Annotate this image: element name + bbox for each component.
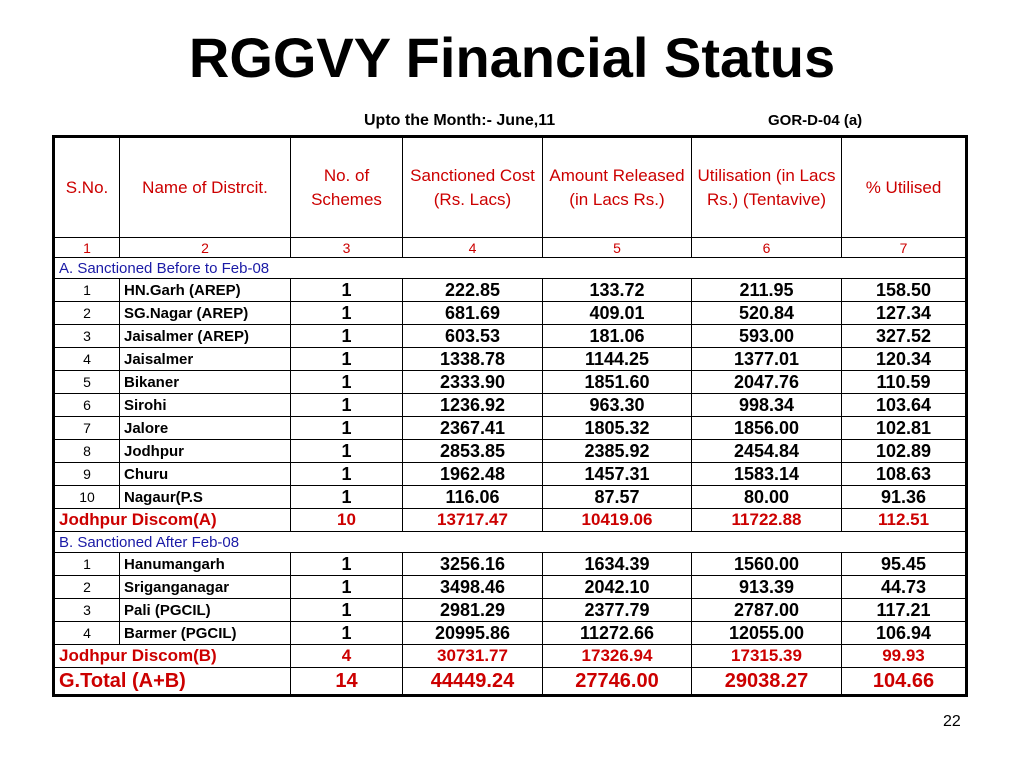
cell-released: 133.72 (543, 279, 692, 302)
cell-sno: 4 (54, 622, 120, 645)
cell-sanctioned: 3498.46 (403, 576, 543, 599)
cell-schemes: 1 (291, 371, 403, 394)
cell-district: Jalore (120, 417, 291, 440)
table-row (54, 440, 967, 463)
table-row (54, 553, 967, 576)
cell-schemes: 1 (291, 417, 403, 440)
total-released: 27746.00 (543, 668, 692, 696)
header-sno: S.No. (54, 137, 120, 238)
column-number: 7 (842, 238, 967, 258)
column-number: 5 (543, 238, 692, 258)
cell-district: SG.Nagar (AREP) (120, 302, 291, 325)
total-utilisation: 29038.27 (692, 668, 842, 696)
cell-utilisation: 520.84 (692, 302, 842, 325)
slide-title: RGGVY Financial Status (188, 26, 836, 89)
report-period: Upto the Month:- June,11 (364, 112, 556, 129)
cell-released: 409.01 (543, 302, 692, 325)
cell-released: 11272.66 (543, 622, 692, 645)
header-sanctioned-cost: Sanctioned Cost (Rs. Lacs) (403, 137, 543, 238)
table-row (54, 394, 967, 417)
cell-district: HN.Garh (AREP) (120, 279, 291, 302)
cell-utilisation: 1377.01 (692, 348, 842, 371)
cell-sanctioned: 2333.90 (403, 371, 543, 394)
cell-percent: 117.21 (842, 599, 967, 622)
total-utilisation: 11722.88 (692, 509, 842, 532)
header-percent-utilised: % Utilised (842, 137, 967, 238)
cell-percent: 102.81 (842, 417, 967, 440)
column-number: 4 (403, 238, 543, 258)
cell-utilisation: 211.95 (692, 279, 842, 302)
cell-released: 2377.79 (543, 599, 692, 622)
total-schemes: 14 (291, 668, 403, 696)
cell-sanctioned: 1338.78 (403, 348, 543, 371)
slide-number: 22 (943, 713, 961, 730)
cell-district: Hanumangarh (120, 553, 291, 576)
cell-schemes: 1 (291, 302, 403, 325)
cell-released: 1634.39 (543, 553, 692, 576)
section-b-rows (54, 553, 967, 645)
cell-utilisation: 80.00 (692, 486, 842, 509)
cell-utilisation: 1856.00 (692, 417, 842, 440)
cell-percent: 108.63 (842, 463, 967, 486)
cell-utilisation: 2454.84 (692, 440, 842, 463)
cell-released: 2042.10 (543, 576, 692, 599)
cell-schemes: 1 (291, 279, 403, 302)
cell-sanctioned: 2981.29 (403, 599, 543, 622)
cell-sno: 2 (54, 302, 120, 325)
cell-district: Sirohi (120, 394, 291, 417)
cell-percent: 120.34 (842, 348, 967, 371)
cell-sno: 9 (54, 463, 120, 486)
cell-released: 181.06 (543, 325, 692, 348)
subtotal-row-b (54, 645, 967, 668)
cell-percent: 44.73 (842, 576, 967, 599)
total-sanctioned: 13717.47 (403, 509, 543, 532)
total-percent: 99.93 (842, 645, 967, 668)
cell-utilisation: 913.39 (692, 576, 842, 599)
column-number: 3 (291, 238, 403, 258)
header-utilisation: Utilisation (in Lacs Rs.) (Tentavive) (692, 137, 842, 238)
section-b-header (54, 532, 967, 553)
cell-schemes: 1 (291, 486, 403, 509)
cell-sno: 7 (54, 417, 120, 440)
cell-schemes: 1 (291, 576, 403, 599)
cell-sanctioned: 1962.48 (403, 463, 543, 486)
cell-sanctioned: 1236.92 (403, 394, 543, 417)
total-label: Jodhpur Discom(B) (54, 645, 291, 668)
table-row (54, 622, 967, 645)
cell-district: Pali (PGCIL) (120, 599, 291, 622)
cell-sanctioned: 603.53 (403, 325, 543, 348)
cell-sanctioned: 681.69 (403, 302, 543, 325)
table-row (54, 302, 967, 325)
column-number: 2 (120, 238, 291, 258)
header-row (54, 137, 967, 238)
total-percent: 112.51 (842, 509, 967, 532)
cell-district: Bikaner (120, 371, 291, 394)
cell-schemes: 1 (291, 553, 403, 576)
cell-utilisation: 998.34 (692, 394, 842, 417)
cell-sno: 3 (54, 599, 120, 622)
table-row (54, 279, 967, 302)
header-schemes: No. of Schemes (291, 137, 403, 238)
cell-percent: 110.59 (842, 371, 967, 394)
cell-utilisation: 12055.00 (692, 622, 842, 645)
cell-district: Jaisalmer (120, 348, 291, 371)
total-utilisation: 17315.39 (692, 645, 842, 668)
total-released: 17326.94 (543, 645, 692, 668)
cell-percent: 91.36 (842, 486, 967, 509)
cell-released: 1457.31 (543, 463, 692, 486)
total-schemes: 10 (291, 509, 403, 532)
cell-district: Churu (120, 463, 291, 486)
table-row (54, 325, 967, 348)
cell-percent: 327.52 (842, 325, 967, 348)
cell-sanctioned: 3256.16 (403, 553, 543, 576)
cell-released: 2385.92 (543, 440, 692, 463)
cell-utilisation: 593.00 (692, 325, 842, 348)
cell-sno: 1 (54, 553, 120, 576)
financial-status-table (52, 135, 968, 697)
cell-sanctioned: 2853.85 (403, 440, 543, 463)
column-number-row (54, 238, 967, 258)
cell-sno: 10 (54, 486, 120, 509)
cell-district: Jodhpur (120, 440, 291, 463)
cell-district: Sriganganagar (120, 576, 291, 599)
cell-district: Barmer (PGCIL) (120, 622, 291, 645)
cell-sno: 3 (54, 325, 120, 348)
total-label: Jodhpur Discom(A) (54, 509, 291, 532)
cell-released: 1851.60 (543, 371, 692, 394)
cell-released: 1805.32 (543, 417, 692, 440)
total-percent: 104.66 (842, 668, 967, 696)
section-a-rows (54, 279, 967, 509)
cell-utilisation: 1583.14 (692, 463, 842, 486)
column-number: 6 (692, 238, 842, 258)
cell-percent: 106.94 (842, 622, 967, 645)
cell-utilisation: 2047.76 (692, 371, 842, 394)
cell-schemes: 1 (291, 463, 403, 486)
table-row (54, 486, 967, 509)
cell-percent: 103.64 (842, 394, 967, 417)
cell-percent: 95.45 (842, 553, 967, 576)
cell-sno: 5 (54, 371, 120, 394)
cell-released: 1144.25 (543, 348, 692, 371)
cell-sno: 8 (54, 440, 120, 463)
cell-utilisation: 2787.00 (692, 599, 842, 622)
section-b-label: B. Sanctioned After Feb-08 (54, 532, 967, 553)
header-amount-released: Amount Released (in Lacs Rs.) (543, 137, 692, 238)
cell-sanctioned: 2367.41 (403, 417, 543, 440)
cell-percent: 102.89 (842, 440, 967, 463)
cell-sno: 6 (54, 394, 120, 417)
subtotal-row-a (54, 509, 967, 532)
total-sanctioned: 44449.24 (403, 668, 543, 696)
cell-schemes: 1 (291, 440, 403, 463)
total-label: G.Total (A+B) (54, 668, 291, 696)
cell-released: 87.57 (543, 486, 692, 509)
cell-schemes: 1 (291, 325, 403, 348)
cell-sno: 4 (54, 348, 120, 371)
cell-sanctioned: 116.06 (403, 486, 543, 509)
cell-district: Jaisalmer (AREP) (120, 325, 291, 348)
grand-total-row (54, 668, 967, 696)
section-a-label: A. Sanctioned Before to Feb-08 (54, 258, 967, 279)
table-row (54, 576, 967, 599)
table-row (54, 348, 967, 371)
section-a-header (54, 258, 967, 279)
cell-sno: 1 (54, 279, 120, 302)
total-released: 10419.06 (543, 509, 692, 532)
cell-utilisation: 1560.00 (692, 553, 842, 576)
column-number: 1 (54, 238, 120, 258)
cell-schemes: 1 (291, 599, 403, 622)
cell-percent: 127.34 (842, 302, 967, 325)
cell-district: Nagaur(P.S (120, 486, 291, 509)
cell-sanctioned: 222.85 (403, 279, 543, 302)
cell-schemes: 1 (291, 394, 403, 417)
cell-sno: 2 (54, 576, 120, 599)
header-district: Name of Distrcit. (120, 137, 291, 238)
cell-percent: 158.50 (842, 279, 967, 302)
total-schemes: 4 (291, 645, 403, 668)
cell-schemes: 1 (291, 348, 403, 371)
table-row (54, 371, 967, 394)
form-code: GOR-D-04 (a) (768, 112, 863, 129)
cell-schemes: 1 (291, 622, 403, 645)
cell-sanctioned: 20995.86 (403, 622, 543, 645)
table-row (54, 417, 967, 440)
table-row (54, 599, 967, 622)
total-sanctioned: 30731.77 (403, 645, 543, 668)
cell-released: 963.30 (543, 394, 692, 417)
table-row (54, 463, 967, 486)
